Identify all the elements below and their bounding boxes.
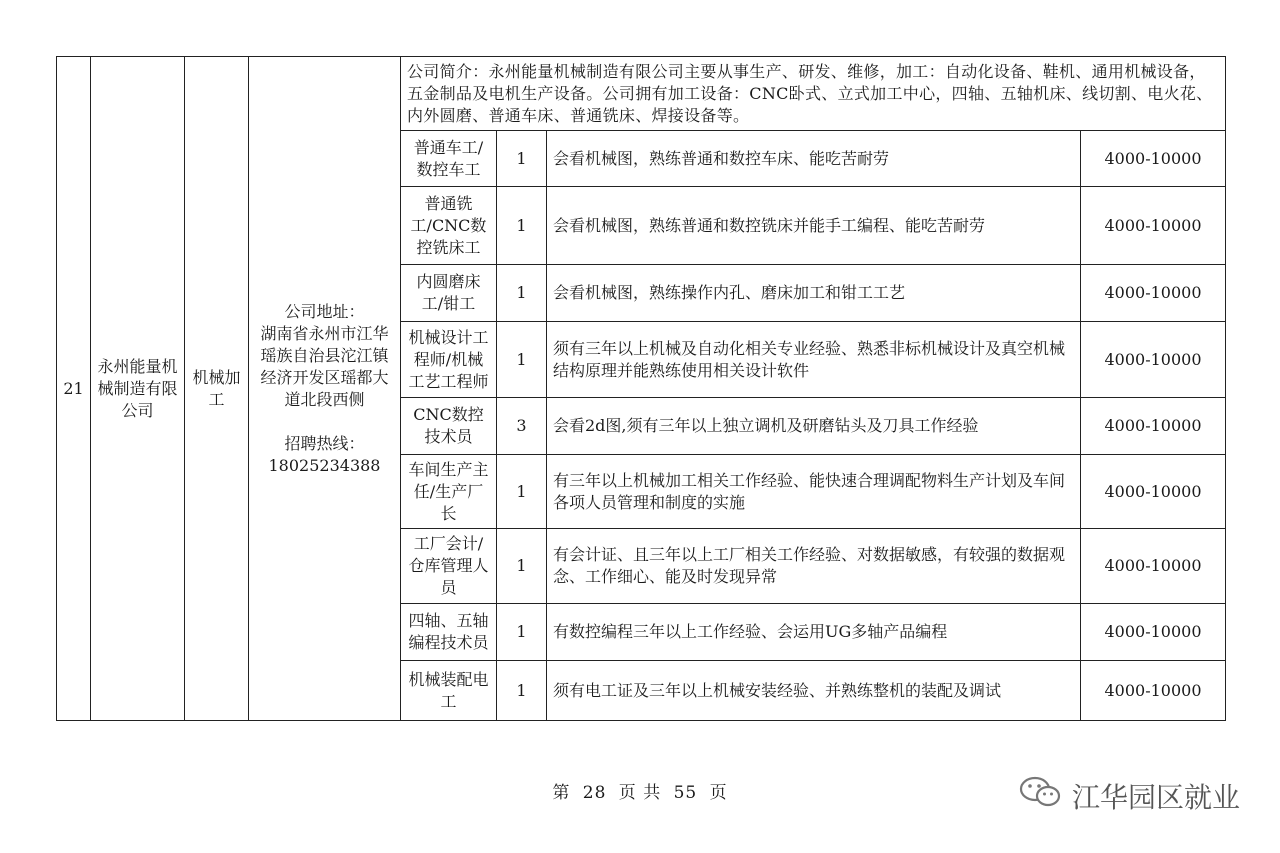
- job-salary: 4000-10000: [1081, 131, 1226, 187]
- job-salary: 4000-10000: [1081, 455, 1226, 529]
- job-count: 1: [497, 131, 547, 187]
- job-salary: 4000-10000: [1081, 529, 1226, 604]
- hotline-label: 招聘热线：: [284, 433, 365, 453]
- job-title: 内圆磨床工/钳工: [401, 265, 497, 322]
- company-name: 永州能量机械制造有限公司: [91, 57, 185, 721]
- address-text: 湖南省永州市江华瑶族自治县沱江镇经济开发区瑶都大道北段西侧: [260, 323, 389, 409]
- job-title: 普通铣工/CNC数控铣床工: [401, 187, 497, 265]
- job-requirement: 有数控编程三年以上工作经验、会运用UG多轴产品编程: [547, 604, 1081, 661]
- company-intro: 公司简介：永州能量机械制造有限公司主要从事生产、研发、维修，加工：自动化设备、鞋机、通用机械设备，五金制品及电机生产设备。公司拥有加工设备：CNC卧式、立式加工中心，四轴、五轴机床、线切割、电火花、内外圆磨、普通车床、普通铣床、焊接设备等。: [401, 57, 1226, 131]
- job-title: 工厂会计/仓库管理人员: [401, 529, 497, 604]
- footer-middle: 页 共: [618, 783, 662, 803]
- wechat-icon: [1018, 774, 1072, 817]
- company-contact: [249, 57, 401, 721]
- job-count: 1: [497, 187, 547, 265]
- job-requirement: 会看机械图，熟练普通和数控车床、能吃苦耐劳: [547, 131, 1081, 187]
- job-count: 1: [497, 529, 547, 604]
- current-page-number: 28: [582, 783, 607, 803]
- job-requirement: 会看机械图，熟练普通和数控铣床并能手工编程、能吃苦耐劳: [547, 187, 1081, 265]
- job-listing-table: [56, 56, 1226, 721]
- footer-prefix: 第: [552, 783, 571, 803]
- job-title: 机械设计工程师/机械工艺工程师: [401, 322, 497, 398]
- job-title: 机械装配电工: [401, 661, 497, 721]
- job-count: 1: [497, 661, 547, 721]
- job-salary: 4000-10000: [1081, 187, 1226, 265]
- company-index: 21: [57, 57, 91, 721]
- intro-row: [57, 57, 1226, 131]
- job-requirement: 有三年以上机械加工相关工作经验、能快速合理调配物料生产计划及车间各项人员管理和制度的实施: [547, 455, 1081, 529]
- job-count: 1: [497, 455, 547, 529]
- job-salary: 4000-10000: [1081, 661, 1226, 721]
- job-count: 1: [497, 604, 547, 661]
- company-industry: 机械加工: [185, 57, 249, 721]
- job-title: CNC数控技术员: [401, 398, 497, 455]
- job-count: 1: [497, 322, 547, 398]
- job-salary: 4000-10000: [1081, 265, 1226, 322]
- job-salary: 4000-10000: [1081, 604, 1226, 661]
- footer-suffix: 页: [709, 783, 728, 803]
- job-salary: 4000-10000: [1081, 398, 1226, 455]
- watermark-text: 江华园区就业: [1071, 780, 1240, 814]
- job-title: 普通车工/数控车工: [401, 131, 497, 187]
- total-page-number: 55: [673, 783, 698, 803]
- job-requirement: 须有三年以上机械及自动化相关专业经验、熟悉非标机械设计及真空机械结构原理并能熟练使用相关设计软件: [547, 322, 1081, 398]
- job-requirement: 有会计证、且三年以上工厂相关工作经验、对数据敏感，有较强的数据观念、工作细心、能及时发现异常: [547, 529, 1081, 604]
- job-count: 1: [497, 265, 547, 322]
- job-title: 四轴、五轴编程技术员: [401, 604, 497, 661]
- job-requirement: 会看2d图,须有三年以上独立调机及研磨钻头及刀具工作经验: [547, 398, 1081, 455]
- job-requirement: 须有电工证及三年以上机械安装经验、并熟练整机的装配及调试: [547, 661, 1081, 721]
- address-label: 公司地址：: [284, 301, 365, 321]
- job-count: 3: [497, 398, 547, 455]
- job-salary: 4000-10000: [1081, 322, 1226, 398]
- job-requirement: 会看机械图，熟练操作内孔、磨床加工和钳工工艺: [547, 265, 1081, 322]
- job-title: 车间生产主任/生产厂长: [401, 455, 497, 529]
- watermark: [1018, 774, 1240, 817]
- hotline-number: 18025234388: [268, 455, 381, 475]
